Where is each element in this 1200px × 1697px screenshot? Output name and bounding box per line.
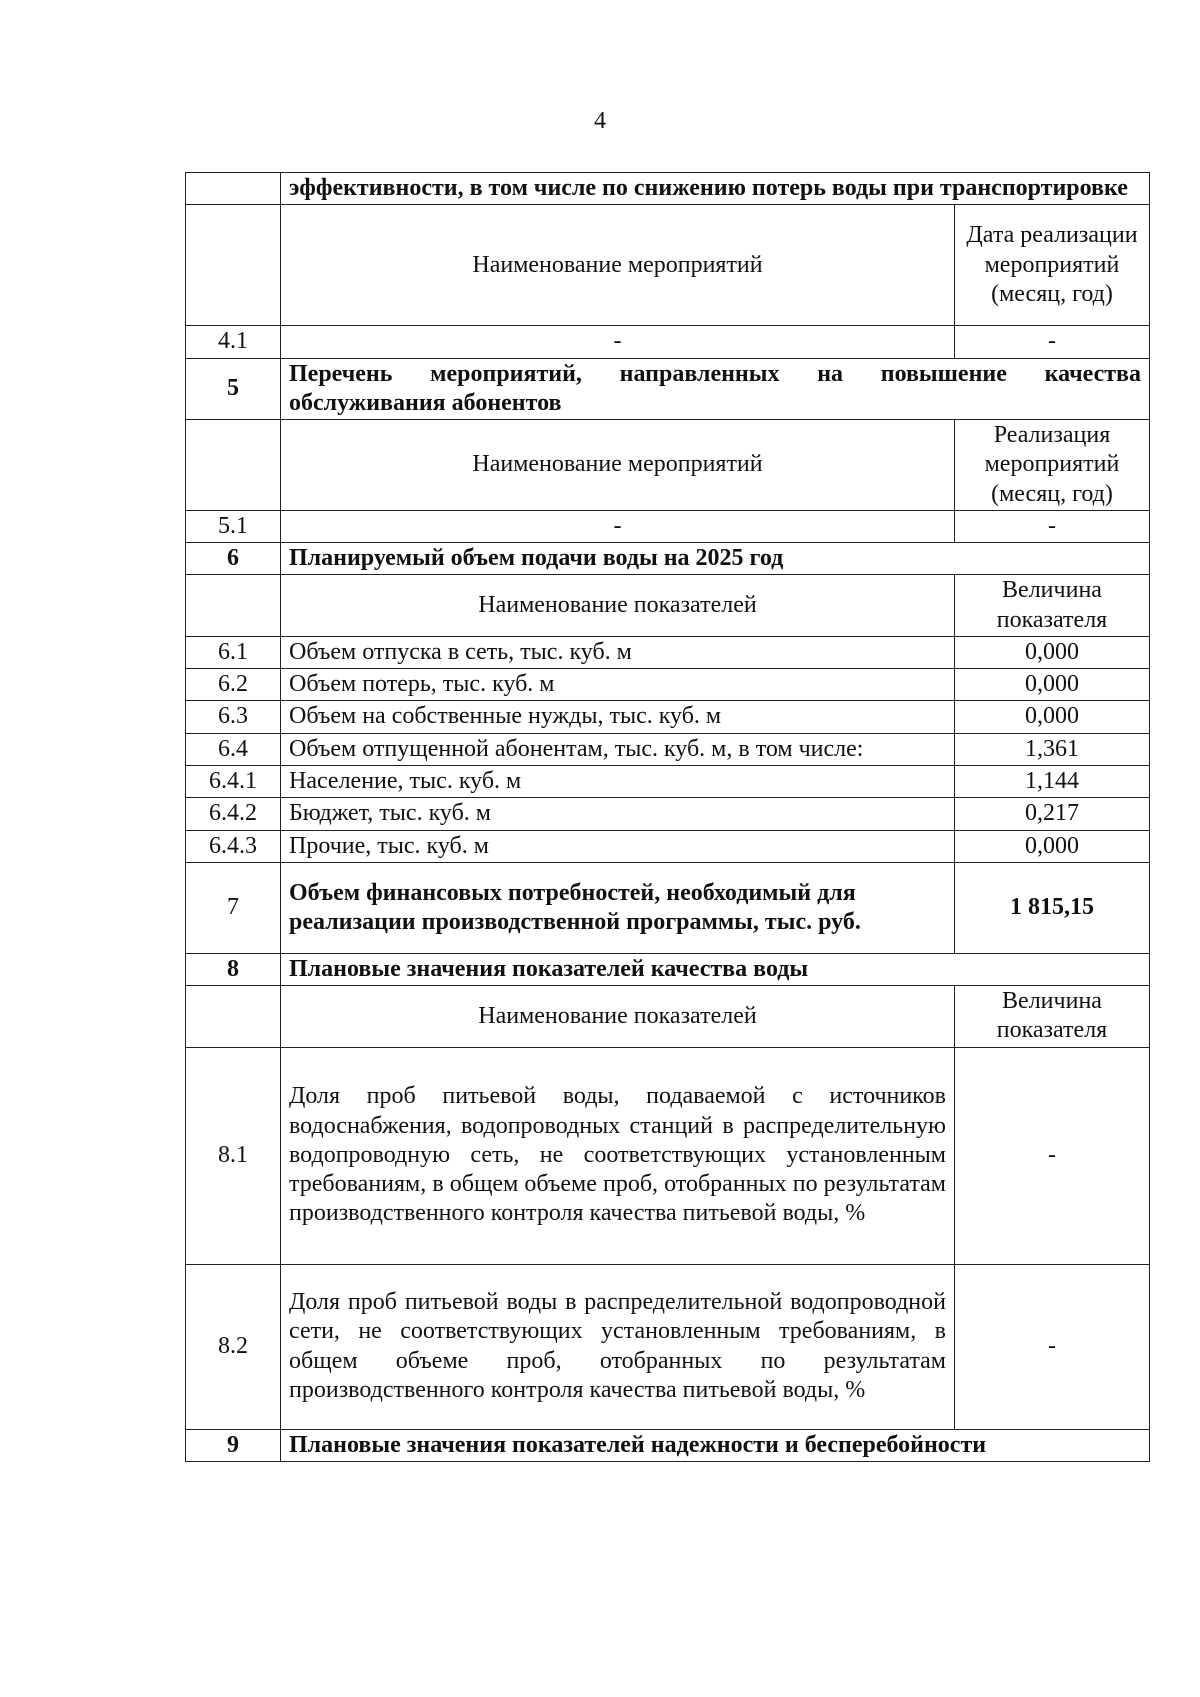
section-title: Объем финансовых потребностей, необходимый для реализации производственной программы, тыс. руб. [281, 862, 955, 953]
row-name: Объем на собственные нужды, тыс. куб. м [281, 701, 955, 733]
section-8-row [186, 953, 1150, 985]
row-number [186, 420, 281, 511]
section-9-row [186, 1429, 1150, 1461]
section-5-row [186, 358, 1150, 420]
row-name: Бюджет, тыс. куб. м [281, 798, 955, 830]
row-number: 6.1 [186, 636, 281, 668]
row-value: - [954, 326, 1149, 358]
section-title: Планируемый объем подачи воды на 2025 год [281, 543, 1150, 575]
row-name: Объем потерь, тыс. куб. м [281, 669, 955, 701]
section-title: Плановые значения показателей надежности и бесперебойности [281, 1429, 1150, 1461]
table-row [186, 636, 1150, 668]
column-header-date: Дата реализации мероприятий (месяц, год) [954, 205, 1149, 326]
row-name: Доля проб питьевой воды в распределительной водопроводной сети, не соответствующих установленным требованиям, в общем объеме проб, отобранных по результатам производственного контроля качества питьевой воды, % [281, 1264, 955, 1429]
row-number: 4.1 [186, 326, 281, 358]
row-number: 6.4 [186, 733, 281, 765]
row-number: 6.2 [186, 669, 281, 701]
row-value: - [954, 510, 1149, 542]
column-header-value: Величина показателя [954, 575, 1149, 637]
row-name: Прочие, тыс. куб. м [281, 830, 955, 862]
table-header-row [186, 986, 1150, 1048]
table-header-row [186, 420, 1150, 511]
column-header-value: Величина показателя [954, 986, 1149, 1048]
column-header-name: Наименование мероприятий [281, 420, 955, 511]
section-title: Перечень мероприятий, направленных на повышение качества обслуживания абонентов [281, 358, 1150, 420]
row-number: 6.4.1 [186, 765, 281, 797]
page-number: 4 [594, 108, 606, 134]
row-number [186, 205, 281, 326]
row-value: 1,361 [954, 733, 1149, 765]
row-value: - [954, 1047, 1149, 1264]
table-row [186, 701, 1150, 733]
production-program-table [185, 172, 1150, 1462]
table-row [186, 1264, 1150, 1429]
row-number: 6.4.2 [186, 798, 281, 830]
row-name: - [281, 510, 955, 542]
row-number: 9 [186, 1429, 281, 1461]
table-row [186, 1047, 1150, 1264]
row-number: 7 [186, 862, 281, 953]
row-number [186, 986, 281, 1048]
row-value: 0,000 [954, 636, 1149, 668]
row-value: 0,000 [954, 830, 1149, 862]
table-header-row [186, 575, 1150, 637]
section-6-row [186, 543, 1150, 575]
table-row [186, 510, 1150, 542]
column-header-date: Реализация мероприятий (месяц, год) [954, 420, 1149, 511]
column-header-name: Наименование показателей [281, 575, 955, 637]
section-7-row [186, 862, 1150, 953]
row-value: 0,000 [954, 701, 1149, 733]
row-value: 1,144 [954, 765, 1149, 797]
table-header-row [186, 205, 1150, 326]
row-value: 0,217 [954, 798, 1149, 830]
row-value: - [954, 1264, 1149, 1429]
table-row [186, 669, 1150, 701]
row-number: 8 [186, 953, 281, 985]
row-number: 8.1 [186, 1047, 281, 1264]
row-number: 6.3 [186, 701, 281, 733]
row-number: 6.4.3 [186, 830, 281, 862]
column-header-name: Наименование мероприятий [281, 205, 955, 326]
row-number: 5.1 [186, 510, 281, 542]
row-name: Объем отпуска в сеть, тыс. куб. м [281, 636, 955, 668]
section-title: эффективности, в том числе по снижению потерь воды при транспортировке [281, 173, 1150, 205]
row-value: 1 815,15 [954, 862, 1149, 953]
row-name: - [281, 326, 955, 358]
section-4-continuation-row [186, 173, 1150, 205]
row-number [186, 173, 281, 205]
row-number: 8.2 [186, 1264, 281, 1429]
table-row [186, 326, 1150, 358]
row-number: 5 [186, 358, 281, 420]
row-name: Объем отпущенной абонентам, тыс. куб. м, в том числе: [281, 733, 955, 765]
row-name: Население, тыс. куб. м [281, 765, 955, 797]
row-number [186, 575, 281, 637]
column-header-name: Наименование показателей [281, 986, 955, 1048]
section-title: Плановые значения показателей качества воды [281, 953, 1150, 985]
table-row [186, 765, 1150, 797]
row-value: 0,000 [954, 669, 1149, 701]
table-row [186, 733, 1150, 765]
table-row [186, 798, 1150, 830]
row-name: Доля проб питьевой воды, подаваемой с источников водоснабжения, водопроводных станций в распределительную водопроводную сеть, не соответствующих установленным требованиям, в общем объеме проб, отобранных по результатам производственного контроля качества питьевой воды, % [281, 1047, 955, 1264]
row-number: 6 [186, 543, 281, 575]
table-row [186, 830, 1150, 862]
